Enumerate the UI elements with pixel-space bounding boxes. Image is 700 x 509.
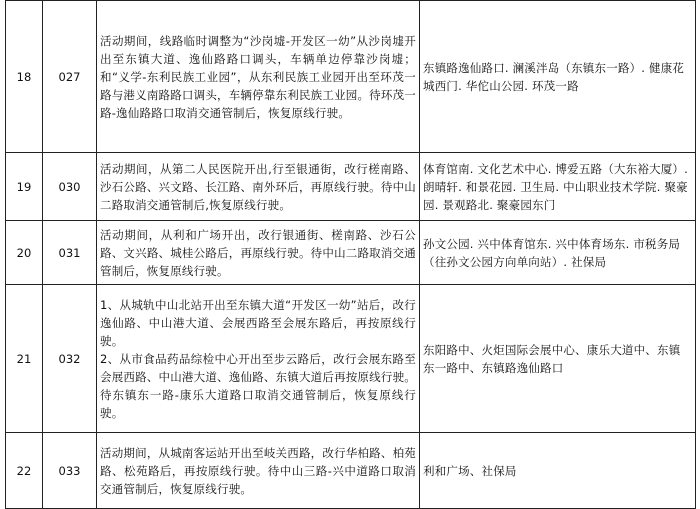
- route-adjustment-description: 活动期间，从第二人民医院开出,行至银通街，改行槎南路、沙石公路、兴文路、长江路、南外环后，再原线行驶。待中山二路取消交通管制后,恢复原线行驶。: [97, 153, 420, 221]
- route-number: 032: [43, 285, 97, 433]
- table-row: [6, 1, 696, 153]
- table-row: [6, 285, 696, 433]
- route-number: 027: [43, 1, 97, 153]
- route-number: 033: [43, 433, 97, 509]
- route-number: 031: [43, 221, 97, 285]
- route-adjustment-description: [97, 285, 420, 433]
- description-part-1: 1、从城轨中山北站开出至东镇大道“开发区一幼”站后，改行逸仙路、中山港大道、会展西路至会展东路后，再按原线行驶。: [100, 297, 416, 348]
- table-row: [6, 433, 696, 509]
- affected-stops: 东镇路逸仙路口. 澜溪泮岛（东镇东一路）. 健康花城西门. 华佗山公园. 环茂一路: [420, 1, 696, 153]
- affected-stops: 孙文公园. 兴中体育馆东. 兴中体育场东. 市税务局（往孙文公园方向单向站）. 社保局: [420, 221, 696, 285]
- affected-stops: 体育馆南. 文化艺术中心. 博爱五路（大东裕大厦）. 朗晴轩. 和景花园. 卫生局. 中山职业技术学院. 聚豪园. 景观路北. 聚豪园东门: [420, 153, 696, 221]
- description-part-2: 2、从市食品药品综检中心开出至步云路后，改行会展东路至会展西路、中山港大道、逸仙路、东镇大道后再按原线行驶。待东镇东一路-康乐大道路口取消交通管制后，恢复原线行驶。: [100, 351, 416, 420]
- row-index: 18: [6, 1, 43, 153]
- table-row: [6, 153, 696, 221]
- route-number: 030: [43, 153, 97, 221]
- row-index: 20: [6, 221, 43, 285]
- table-row: [6, 221, 696, 285]
- affected-stops: 东阳路中、火炬国际会展中心、康乐大道中、东镇东一路中、东镇路逸仙路口: [420, 285, 696, 433]
- route-adjustment-description: 活动期间，线路临时调整为“沙岗墟-开发区一幼”从沙岗墟开出至东镇大道、逸仙路路口调头，车辆单边停靠沙岗墟；和“义学-东利民族工业园”，从东利民族工业园开出至环茂一路与港义南路路口调头，车辆停靠东利民族工业园。待环茂一路-逸仙路路口取消交通管制后，恢复原线行驶。: [97, 1, 420, 153]
- route-adjustment-description: 活动期间，从利和广场开出，改行银通街、槎南路、沙石公路、文兴路、城桂公路后，再原线行驶。待中山二路取消交通管制后，恢复原线行驶。: [97, 221, 420, 285]
- route-adjustment-table: [5, 0, 696, 509]
- row-index: 19: [6, 153, 43, 221]
- row-index: 22: [6, 433, 43, 509]
- affected-stops: 利和广场、社保局: [420, 433, 696, 509]
- row-index: 21: [6, 285, 43, 433]
- route-adjustment-description: 活动期间，从城南客运站开出至岐关西路，改行华柏路、柏苑路、松苑路后，再按原线行驶。待中山三路-兴中道路口取消交通管制后，恢复原线行驶。: [97, 433, 420, 509]
